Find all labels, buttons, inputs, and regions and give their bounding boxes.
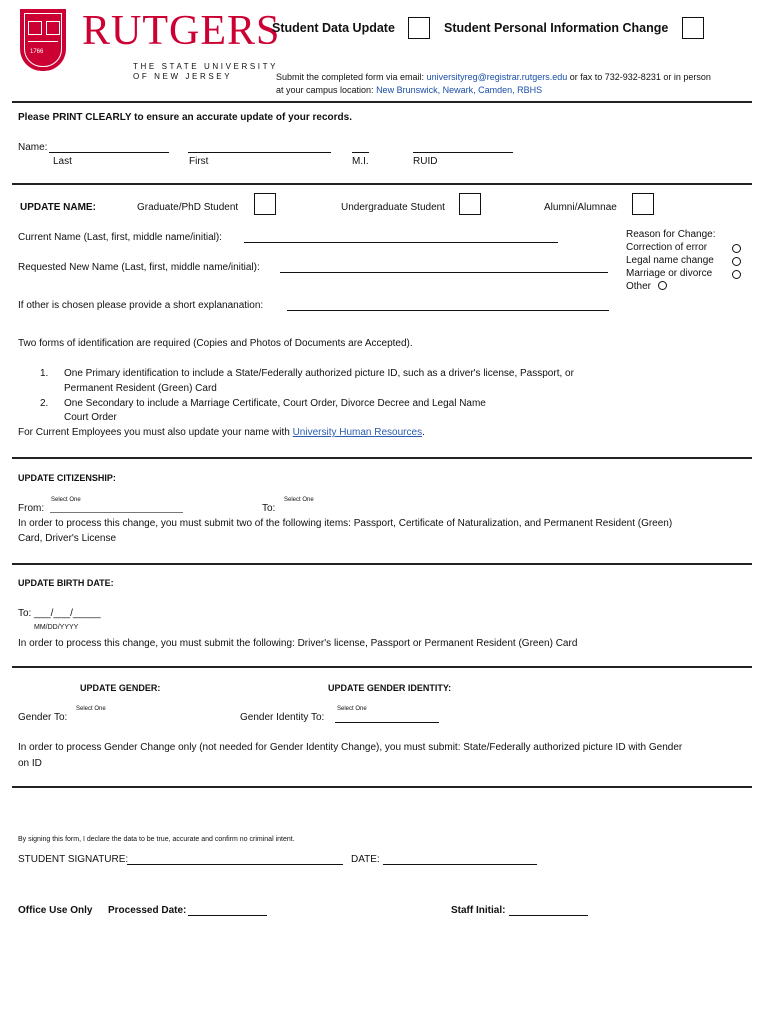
reason-heading: Reason for Change: — [626, 229, 716, 240]
current-name-field[interactable] — [244, 232, 558, 243]
staff-initial-label: Staff Initial: — [451, 905, 506, 916]
student-data-update-label: Student Data Update — [272, 21, 395, 35]
first-caption: First — [189, 156, 209, 167]
other-explanation-label: If other is chosen please provide a short explananation: — [18, 300, 264, 311]
gender-dropdown[interactable] — [73, 712, 185, 722]
name-label: Name: — [18, 142, 48, 153]
citizenship-note-1: In order to process this change, you must submit two of the following items: Passport, Certificate of Naturalization, and Permanent Resident (Green) — [18, 518, 673, 529]
id-requirement-intro: Two forms of identification are required (Copies and Photos of Documents are Accepted). — [18, 338, 413, 349]
rutgers-shield-logo — [20, 9, 66, 71]
gender-identity-to-label: Gender Identity To: — [240, 712, 325, 723]
declaration-text: By signing this form, I declare the data to be true, accurate and confirm no criminal intent. — [18, 836, 295, 843]
undergrad-student-checkbox[interactable] — [459, 193, 481, 215]
ruid-field[interactable] — [413, 142, 513, 153]
grad-student-checkbox[interactable] — [254, 193, 276, 215]
alumni-label: Alumni/Alumnae — [544, 202, 617, 213]
gender-to-label: Gender To: — [18, 712, 68, 723]
primary-id-text-cont: Permanent Resident (Green) Card — [64, 383, 217, 394]
requested-name-field[interactable] — [280, 262, 608, 273]
gender-identity-dropdown[interactable] — [335, 712, 439, 723]
logo-subtitle-1: THE STATE UNIVERSITY — [133, 62, 279, 71]
update-gender-identity-heading: UPDATE GENDER IDENTITY: — [328, 683, 452, 693]
grad-student-label: Graduate/PhD Student — [137, 202, 239, 213]
divider — [12, 563, 752, 565]
update-birth-date-heading: UPDATE BIRTH DATE: — [18, 578, 114, 588]
citizenship-from-select-hint: Select One — [51, 497, 81, 503]
update-citizenship-heading: UPDATE CITIZENSHIP: — [18, 473, 116, 483]
reason-legal-label: Legal name change — [626, 255, 714, 266]
divider — [12, 666, 752, 668]
reason-other-radio[interactable] — [658, 281, 667, 290]
last-name-field[interactable] — [49, 142, 169, 153]
divider — [12, 457, 752, 459]
student-signature-field[interactable] — [127, 854, 343, 865]
reason-other-label: Other — [626, 281, 652, 292]
reason-legal-radio[interactable] — [732, 257, 741, 266]
gender-note-1: In order to process Gender Change only (not needed for Gender Identity Change), you must submit: State/Federally authorized picture ID with Gender — [18, 742, 683, 753]
list-number-1: 1. — [40, 368, 49, 379]
employees-note: For Current Employees you must also update your name with University Human Resources. — [18, 427, 425, 438]
processed-date-field[interactable] — [188, 905, 267, 916]
personal-info-change-label: Student Personal Information Change — [444, 21, 669, 35]
logo-subtitle-2: OF NEW JERSEY — [133, 72, 233, 81]
secondary-id-text-cont: Court Order — [64, 412, 117, 423]
update-gender-heading: UPDATE GENDER: — [80, 683, 161, 693]
undergrad-student-label: Undergraduate Student — [341, 202, 445, 213]
citizenship-from-label: From: — [18, 503, 45, 514]
crown-icon — [28, 21, 42, 35]
birth-date-note: In order to process this change, you must submit the following: Driver's license, Passport or Permanent Resident (Green) Card — [18, 638, 578, 649]
rutgers-wordmark: RUTGERS — [82, 8, 281, 54]
requested-name-label: Requested New Name (Last, first, middle name/initial): — [18, 262, 260, 273]
divider — [12, 101, 752, 103]
primary-id-text: One Primary identification to include a State/Federally authorized picture ID, such as a driver's license, Passport, or — [64, 368, 574, 379]
middle-initial-field[interactable] — [352, 142, 369, 153]
citizenship-to-label: To: — [262, 503, 276, 514]
birth-date-field[interactable]: ___/___/_____ — [34, 608, 101, 619]
other-explanation-field[interactable] — [287, 300, 609, 311]
birth-date-to-label: To: — [18, 608, 32, 619]
citizenship-to-dropdown[interactable] — [280, 503, 340, 512]
first-name-field[interactable] — [188, 142, 331, 153]
university-hr-link[interactable]: University Human Resources — [292, 427, 423, 438]
processed-date-label: Processed Date: — [108, 905, 187, 916]
reason-marriage-label: Marriage or divorce — [626, 268, 713, 279]
alumni-checkbox[interactable] — [632, 193, 654, 215]
office-use-only-label: Office Use Only — [18, 905, 93, 916]
gender-identity-select-hint: Select One — [337, 706, 367, 712]
update-name-heading: UPDATE NAME: — [20, 202, 96, 213]
campus-locations: New Brunswick, Newark, Camden, RBHS — [376, 85, 543, 95]
signature-date-field[interactable] — [383, 854, 537, 865]
citizenship-note-2: Card, Driver's License — [18, 533, 117, 544]
citizenship-from-dropdown[interactable] — [50, 503, 183, 513]
gender-note-2: on ID — [18, 758, 42, 769]
date-label: DATE: — [351, 854, 380, 865]
submit-instructions-line2: at your campus location: New Brunswick, Newark, Camden, RBHS — [276, 85, 543, 95]
list-number-2: 2. — [40, 398, 49, 409]
last-caption: Last — [53, 156, 72, 167]
personal-info-change-checkbox[interactable] — [682, 17, 704, 39]
reason-marriage-radio[interactable] — [732, 270, 741, 279]
submit-instructions-line1: Submit the completed form via email: universityreg@registrar.rutgers.edu or fax to 732-932-8231 or in person — [276, 72, 711, 82]
print-clearly-instruction: Please PRINT CLEARLY to ensure an accurate update of your records. — [18, 112, 352, 123]
current-name-label: Current Name (Last, first, middle name/initial): — [18, 232, 222, 243]
staff-initial-field[interactable] — [509, 905, 588, 916]
secondary-id-text: One Secondary to include a Marriage Certificate, Court Order, Divorce Decree and Legal Name — [64, 398, 486, 409]
student-signature-label: STUDENT SIGNATURE: — [18, 854, 129, 865]
student-data-update-checkbox[interactable] — [408, 17, 430, 39]
mi-caption: M.I. — [352, 156, 369, 167]
divider — [12, 183, 752, 185]
shield-year: 1766 — [30, 49, 44, 55]
citizenship-to-select-hint: Select One — [284, 497, 314, 503]
ruid-caption: RUID — [413, 156, 438, 167]
registrar-email-link[interactable]: universityreg@registrar.rutgers.edu — [426, 72, 568, 82]
book-icon — [46, 21, 60, 35]
reason-correction-radio[interactable] — [732, 244, 741, 253]
reason-correction-label: Correction of error — [626, 242, 708, 253]
date-format-hint: MM/DD/YYYY — [34, 624, 79, 631]
divider — [12, 786, 752, 788]
gender-select-hint: Select One — [76, 706, 106, 712]
